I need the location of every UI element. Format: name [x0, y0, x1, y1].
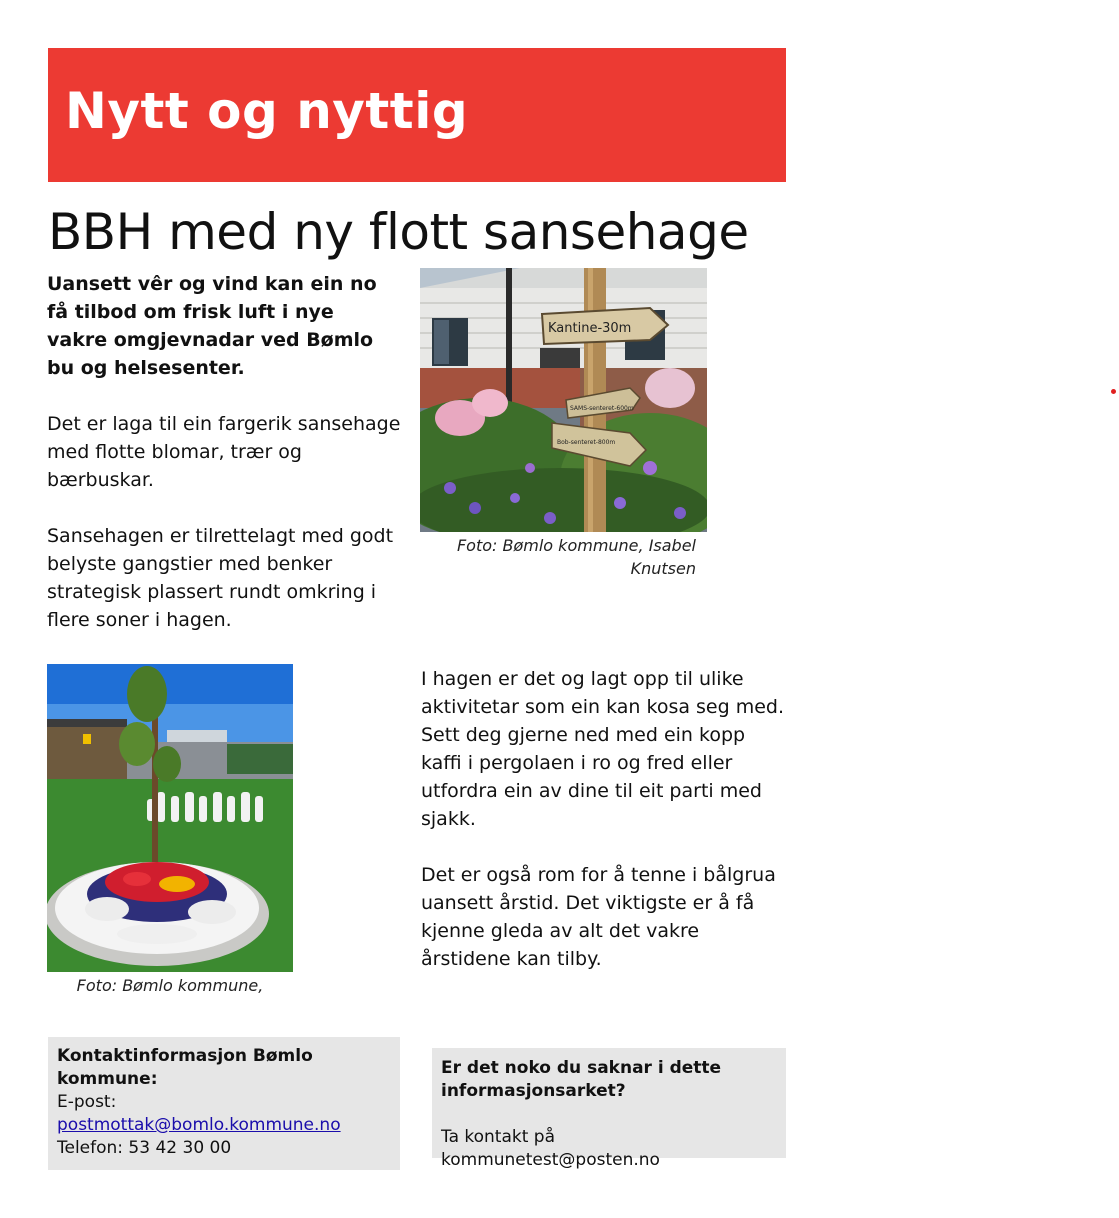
feedback-title: Er det noko du saknar i dette informasjonsarket? [441, 1058, 722, 1101]
feedback-spacer [441, 1103, 777, 1126]
phone-text: Telefon: 53 42 30 00 [57, 1138, 232, 1158]
article-paragraph-2: Sansehagen er tilrettelagt med godt belyste gangstier med benker strategisk plassert rundt omkring i flere soner i hagen. [47, 525, 394, 631]
email-label: E-post: [57, 1092, 117, 1112]
sign-label-3: Bob-senteret-800m [557, 439, 616, 446]
flower-bed-photo [47, 664, 293, 972]
photo-caption-2: Foto: Bømlo kommune, [76, 976, 264, 995]
email-link[interactable]: postmottak@bomlo.kommune.no [57, 1115, 341, 1135]
contact-title: Kontaktinformasjon Bømlo kommune: [57, 1046, 313, 1089]
article-paragraph-4: Det er også rom for å tenne i bålgrua uansett årstid. Det viktigste er å få kjenne gleda av alt det vakre årstidene kan tilby. [421, 864, 776, 970]
article-headline: BBH med ny flott sansehage [48, 203, 749, 261]
sign-label-2: SAMS-senteret-600m [570, 405, 634, 412]
signpost-garden-photo [420, 268, 707, 532]
banner-title: Nytt og nyttig [65, 82, 469, 140]
article-paragraph-1: Det er laga til ein fargerik sansehage med flotte blomar, trær og bærbuskar. [47, 413, 401, 491]
feedback-text: Ta kontakt på kommunetest@posten.no [441, 1127, 660, 1170]
article-paragraph-3: I hagen er det og lagt opp til ulike aktivitetar som ein kan kosa seg med. Sett deg gjerne ned med ein kopp kaffi i pergolaen i ro og fred eller utfordra ein av dine til eit parti med sjakk. [421, 668, 785, 830]
feedback-box [432, 1048, 786, 1170]
sign-label-1: Kantine-30m [548, 321, 632, 336]
header-banner [48, 48, 786, 182]
article-lead: Uansett vêr og vind kan ein no få tilbod om frisk luft i nye vakre omgjevnadar ved Bømlo bu og helsesenter. [47, 273, 377, 379]
contact-box [48, 1037, 400, 1170]
red-dot-marker [1111, 389, 1116, 394]
photo-caption-1: Foto: Bømlo kommune, Isabel Knutsen [456, 536, 696, 578]
